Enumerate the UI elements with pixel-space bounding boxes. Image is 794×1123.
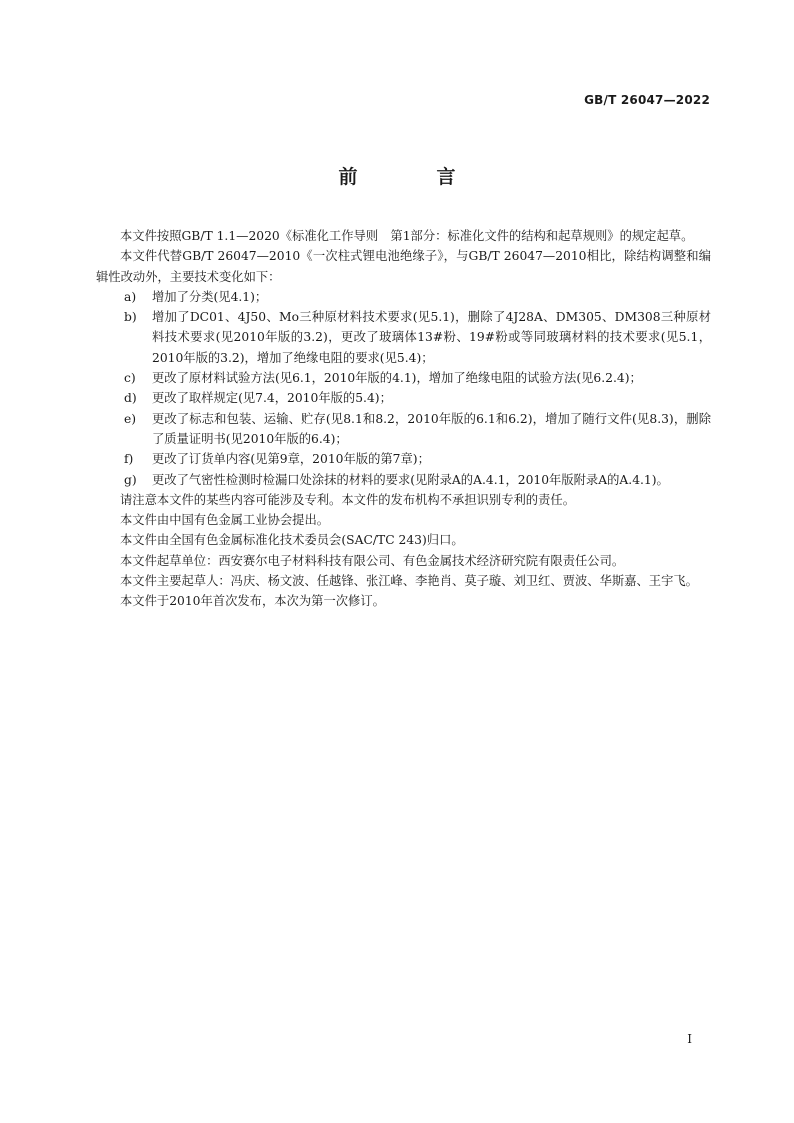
list-marker: d) [124,391,137,406]
list-item-text: 更改了取样规定(见7.4，2010年版的5.4)； [152,391,392,406]
paragraph-patent-notice: 请注意本文件的某些内容可能涉及专利。本文件的发布机构不承担识别专利的责任。 [120,492,575,507]
list-marker: b) [124,310,137,325]
changes-list [96,287,711,490]
list-item-text: 更改了气密性检测时检漏口处涂抹的材料的要求(见附录A的A.4.1，2010年版附录A的A.4.1)。 [152,472,669,487]
list-marker: e) [124,411,137,426]
paragraph-drafting-rules: 本文件按照GB/T 1.1—2020《标准化工作导则 第1部分：标准化文件的结构和起草规则》的规定起草。 [120,229,694,243]
list-item-text: 增加了DC01、4J50、Mo三种原材料技术要求(见5.1)，删除了4J28A、DM305、DM308三种原材料技术要求(见2010年版的3.2)，更改了玻璃体13#粉、19#粉或等同玻璃材料的技术要求(见5.1，2010年版的3.2)，增加了绝缘电阻的要求(见5.4)； [152,310,711,365]
list-item [96,388,711,408]
list-item [96,449,711,469]
list-marker: f) [124,452,134,467]
list-marker: a) [124,289,137,304]
list-item [96,470,711,490]
list-item-text: 增加了分类(见4.1)； [152,289,268,304]
paragraph-drafters: 本文件主要起草人：冯庆、杨文波、任越锋、张江峰、李艳肖、莫子璇、刘卫红、贾波、华斯嘉、王宇飞。 [120,574,698,589]
list-item-text: 更改了订货单内容(见第9章，2010年版的第7章)； [152,452,430,467]
list-item [96,287,711,307]
list-item [96,307,711,368]
page-title: 前 言 [338,166,486,188]
list-marker: c) [124,371,136,386]
paragraph-committee: 本文件由全国有色金属标准化技术委员会(SAC/TC 243)归口。 [120,533,464,548]
paragraph-history: 本文件于2010年首次发布，本次为第一次修订。 [120,594,385,609]
page-number: I [687,1032,692,1046]
list-item-text: 更改了标志和包装、运输、贮存(见8.1和8.2，2010年版的6.1和6.2)，增加了随行文件(见8.3)，删除了质量证明书(见2010年版的6.4)； [152,411,711,446]
list-item [96,409,711,450]
paragraph-drafting-units: 本文件起草单位：西安赛尔电子材料科技有限公司、有色金属技术经济研究院有限责任公司。 [120,553,625,568]
paragraph-replacement: 本文件代替GB/T 26047—2010《一次柱式锂电池绝缘子》，与GB/T 26047—2010相比，除结构调整和编辑性改动外，主要技术变化如下： [96,249,711,284]
paragraph-proposer: 本文件由中国有色金属工业协会提出。 [120,513,330,528]
list-item [96,368,711,388]
list-marker: g) [124,472,137,487]
foreword-body [96,226,711,612]
list-item-text: 更改了原材料试验方法(见6.1，2010年版的4.1)，增加了绝缘电阻的试验方法(见6.2.4)； [152,371,642,386]
standard-code: GB/T 26047—2022 [584,93,710,107]
